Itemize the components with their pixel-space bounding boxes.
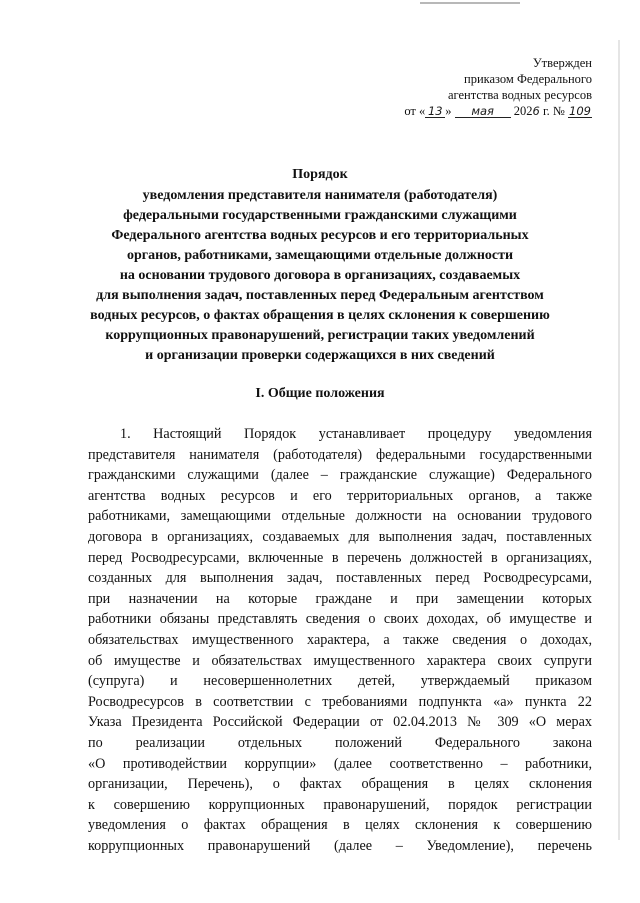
paragraph-line: (супруга) и несовершеннолетних детей, утверждаемый приказом — [88, 673, 592, 690]
paragraph-line: к совершению коррупционных правонарушений, порядок регистрации — [88, 796, 592, 813]
paragraph-line: договора в организациях, создаваемых для выполнения задач, поставленных — [88, 528, 592, 545]
title-line: федеральными государственными гражданскими служащими — [123, 208, 517, 223]
approval-line-3: агентства водных ресурсов — [447, 88, 592, 102]
year-digit: 6 — [532, 104, 540, 118]
date-prefix: от « — [404, 104, 426, 118]
paragraph-line: перед Росводресурсами, включенные в перечень должностей в организациях, — [88, 549, 592, 566]
paragraph-line: по реализации отдельных положений Федерального закона — [88, 734, 592, 751]
title-line: на основании трудового договора в организациях, создаваемых — [119, 268, 521, 283]
paragraph-line: 1. Настоящий Порядок устанавливает процедуру уведомления — [120, 426, 592, 442]
title-line: органов, работниками, замещающими отдельные должности — [126, 248, 514, 263]
paragraph-line: агентства водных ресурсов и его территориальных органов, а также — [88, 487, 592, 504]
paragraph-1 — [88, 424, 592, 856]
year-suffix: г. № — [542, 104, 565, 118]
paragraph-line: «О противодействии коррупции» (далее соответственно – работники, — [88, 755, 592, 772]
title-heading: Порядок — [292, 167, 348, 182]
paragraph-line: обязательствах имущественного характера, а также сведения о доходах, — [88, 631, 592, 648]
date-day: 13 — [425, 105, 445, 118]
title-line: для выполнения задач, поставленных перед Федеральным агентством — [96, 288, 544, 303]
title-line: водных ресурсов, о фактах обращения в целях склонения к совершению — [90, 308, 550, 323]
paragraph-line: работниками, замещающими отдельные должности на основании трудового — [88, 508, 592, 525]
section-title: I. Общие положения — [255, 386, 385, 401]
paragraph-line: гражданскими служащими (далее – гражданские служащие) Федерального — [88, 467, 592, 484]
order-number: 109 — [569, 104, 591, 118]
date-month: мая — [455, 105, 511, 118]
document-title — [60, 165, 580, 366]
paragraph-line: созданных для выполнения задач, поставленных перед Росводресурсами, — [88, 570, 592, 587]
approval-stamp — [404, 55, 592, 119]
paragraph-line: организации, Перечень), о фактах обращения в целях склонения — [88, 776, 592, 793]
scan-edge-right — [618, 40, 620, 840]
scan-mark-top — [420, 2, 520, 4]
paragraph-line: представителя нанимателя (работодателя) федеральными государственными — [88, 446, 592, 463]
year-prefix: 202 — [513, 104, 533, 118]
paragraph-line: Росводресурсов в соответствии с требованиями подпункта «а» пункта 22 — [88, 693, 592, 710]
paragraph-line: коррупционных правонарушений (далее – Уведомление), перечень — [88, 837, 592, 854]
date-mid: » — [445, 104, 452, 118]
paragraph-line: об имуществе и обязательствах имущественного характера своих супруги — [88, 652, 592, 669]
paragraph-line: работники обязаны представлять сведения о своих доходах, об имуществе и — [88, 611, 592, 628]
paragraph-line: Указа Президента Российской Федерации от 02.04.2013 № 309 «О мерах — [88, 714, 592, 731]
title-line: Федерального агентства водных ресурсов и его территориальных — [111, 228, 529, 243]
approval-line-2: приказом Федерального — [464, 72, 592, 86]
approval-line-1: Утвержден — [532, 56, 592, 70]
paragraph-line: при назначении на которые граждане и при замещении которых — [88, 590, 592, 607]
title-line: коррупционных правонарушений, регистрации таких уведомлений — [105, 328, 535, 343]
title-line: и организации проверки содержащихся в них сведений — [145, 348, 495, 363]
approval-date-line — [404, 103, 592, 119]
paragraph-line: уведомления о фактах обращения в целях склонения к совершению — [88, 817, 592, 834]
title-line: уведомления представителя нанимателя (работодателя) — [142, 188, 498, 203]
